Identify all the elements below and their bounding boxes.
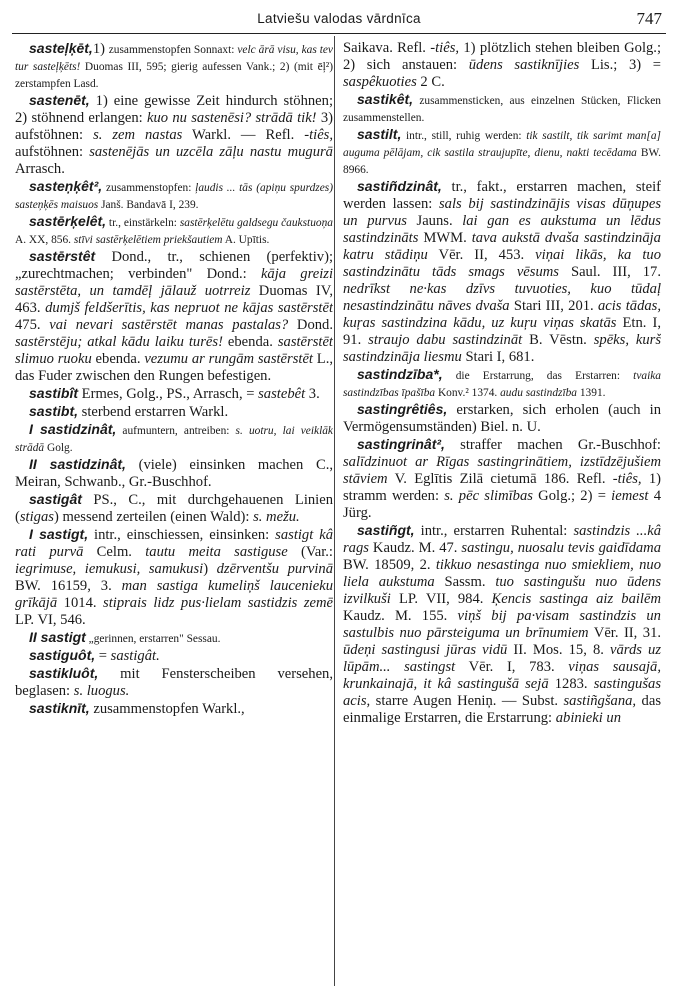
definition-text: 1) — [92, 41, 109, 57]
headword: sastiñdzinât, — [357, 178, 442, 194]
dictionary-entry — [15, 403, 333, 421]
example-text: tuo sastingušu nuo ūdens izvilkuši — [343, 574, 661, 607]
example-text: stigas — [19, 509, 54, 525]
definition-text: zusammenstopfen Warkl., — [89, 701, 245, 717]
dictionary-entry — [15, 700, 333, 718]
example-text: tvaika sastindzības īpašība — [343, 370, 661, 399]
example-text: -tiês, — [612, 471, 642, 487]
example-text: saspêkuoties — [343, 74, 417, 90]
example-text: sastērstēt slimuo ruoku — [15, 334, 333, 367]
example-text: -tiês, — [430, 40, 460, 56]
definition-text: 2 C. — [416, 74, 445, 90]
example-text: acis tādas, kuŗas sastindzina kādu, uz kuŗu viņas skatās — [343, 298, 661, 331]
example-text: lai gan es aukstuma un lēdus sastindzināts — [343, 213, 661, 246]
headword: sastiñgt, — [357, 522, 415, 538]
definition-text: die Erstarrung, das Erstarren: — [442, 370, 634, 382]
definition-text: Sassm. — [434, 574, 496, 590]
definition-text: Stari III, 201. — [509, 298, 598, 314]
headword: sastiguôt, — [29, 647, 96, 663]
header-rule — [12, 33, 666, 34]
definition-text: Ermes, Golg., PS., Arrasch, = — [78, 386, 259, 402]
dictionary-entry — [15, 456, 333, 491]
definition-text: Dond. — [288, 317, 333, 333]
definition-text: 1) stramm werden: — [343, 471, 661, 504]
left-column — [15, 40, 333, 990]
headword: sastigât — [29, 491, 82, 507]
definition-text: Vēr. II, 31. — [588, 625, 661, 641]
definition-text: Golg. — [44, 442, 73, 454]
definition-text: „gerinnen, erstarren" Sessau. — [85, 633, 221, 645]
definition-text: Warkl. — Refl. — [182, 127, 305, 143]
definition-text: ebenda. — [91, 351, 145, 367]
example-text: ūdens sastiknījies — [468, 57, 580, 73]
dictionary-entry — [15, 385, 333, 403]
example-text: s. zem nastas — [93, 127, 183, 143]
dictionary-entry — [343, 436, 661, 522]
definition-text: Saikava. Refl. — [343, 40, 431, 56]
headword: sastibît — [29, 385, 79, 401]
dictionary-entry — [343, 366, 661, 401]
example-text: sastērķelētu galdsegu čaukstuoņa — [179, 217, 333, 229]
example-text: nedrīkst ne·kas dzīvs tuvuoties, kuo tūdaļ nesastindzinātu nāves dvaša — [343, 281, 661, 314]
definition-text: Kaudz. M. 47. — [368, 540, 462, 556]
example-text: audu sastindzība — [500, 387, 578, 399]
definition-text: MWM. — [418, 230, 472, 246]
definition-text: Vēr. I, 783. — [455, 659, 569, 675]
headword: sastibt, — [29, 403, 79, 419]
headword: sastindzība*, — [357, 366, 443, 382]
definition-text: starre Augen Heniņ. — Subst. — [370, 693, 564, 709]
definition-text: BW. 16159, 3. — [15, 578, 122, 594]
example-text: ūdeņi sastingusi jūras vidū — [343, 642, 508, 658]
definition-text: Lis.; 3) = — [579, 57, 661, 73]
definition-text: sterbend erstarren Warkl. — [78, 404, 229, 420]
definition-text: Stari I, 681. — [461, 349, 535, 365]
column-divider — [334, 36, 335, 986]
definition-text: Duomas IV, 463. — [15, 283, 333, 316]
definition-text: zusammenstopfen Sonnaxt: — [108, 44, 238, 56]
example-text: velc ārā visu, kas tev tur sasteļķēts! — [15, 44, 333, 73]
example-text: stiprais lidz pus·lielam sastidzis zemē — [103, 595, 333, 611]
headword: sastērķelêt, — [29, 213, 107, 229]
definition-text: 1) eine gewisse Zeit hindurch stöhnen; 2) stöhnend erlangen: — [15, 93, 333, 126]
dictionary-entry — [15, 526, 333, 629]
definition-text: B. Vēstn. — [522, 332, 594, 348]
dictionary-entry — [15, 491, 333, 526]
page-header — [14, 8, 664, 30]
definition-text: L., das Fuder zwischen den Rungen befestigen. — [15, 351, 333, 384]
definition-text: ) messend zerteilen (einen Wald): — [53, 509, 254, 525]
definition-text: (viele) einsinken machen C., Meiran, Schwanb., Gr.-Buschhof. — [15, 457, 333, 490]
example-text: -tiês, — [304, 127, 333, 143]
headword: sastikêt, — [357, 91, 414, 107]
definition-text: 475. — [15, 317, 50, 333]
dictionary-entry — [343, 178, 661, 366]
headword: sastērstêt — [29, 248, 96, 264]
page-number: 747 — [636, 9, 662, 28]
example-text: sastingu, nuosalu tevis gaidīdama — [461, 540, 661, 556]
definition-text: Etn. I, 91. — [343, 315, 661, 348]
example-text: sastigât. — [110, 648, 160, 664]
example-text: sastiñgšana, — [563, 693, 637, 709]
dictionary-entry — [15, 92, 333, 178]
definition-text: zusammenstopfen: — [102, 182, 196, 194]
definition-text: Kaudz. M. 155. — [343, 608, 458, 624]
definition-text: 1) plötzlich stehen bleiben Golg.; 2) sich anstauen: — [343, 40, 661, 73]
example-text: dzērventšu purvinā — [216, 561, 333, 577]
definition-text: Duomas III, 595; gierig aufessen Vank.; 2) (mit ēļ²) zerstampfen Lasd. — [15, 61, 333, 90]
definition-text: BW. 18509, 2. — [343, 557, 436, 573]
definition-text: 1014. — [57, 595, 104, 611]
headword: II sastidzinât, — [29, 456, 126, 472]
dictionary-entry — [15, 40, 333, 92]
headword: II sastigt — [29, 629, 86, 645]
dictionary-entry — [343, 126, 661, 178]
headword: sastikluôt, — [29, 665, 99, 681]
example-text: vai nevari sastērstēt manas pastalas? — [49, 317, 289, 333]
example-text: abinieki un — [555, 710, 622, 726]
example-text: s. pēc slimības — [444, 488, 533, 504]
definition-text: intr., erstarren Ruhental: — [414, 523, 574, 539]
definition-text: II. Mos. 15, 8. — [507, 642, 611, 658]
definition-text: BW. 8966. — [343, 147, 661, 176]
example-text: vezumu ar rungām sastērstēt — [144, 351, 313, 367]
example-text: ļaudis ... tās (apiņu spurdzes) sasteņķēs maisuos — [15, 182, 333, 211]
example-text: s. mežu. — [253, 509, 300, 525]
example-text: kuo nu sastenēsi? strādā tik! — [147, 110, 317, 126]
example-text: dumjš feldšerītis, kas nepruot ne kājas sastērstēt — [45, 300, 333, 316]
example-text: s. uotru, lai veiklāk strādā — [15, 425, 333, 454]
example-text: sastingušas acis, — [343, 676, 661, 709]
definition-text: Konv.² 1374. — [435, 387, 501, 399]
example-text: Ķencis sastinga aiz bailēm — [491, 591, 661, 607]
definition-text: Saul. III, 17. — [558, 264, 661, 280]
definition-text: zusammensticken, aus einzelnen Stücken, Flicken zusammenstellen. — [343, 95, 661, 124]
definition-text: A. Upītis. — [222, 234, 270, 246]
definition-text: intr., still, ruhig werden: — [401, 130, 527, 142]
definition-text: Dond., tr., schienen (perfektiv); „zurechtmachen; verbinden" Dond.: — [15, 249, 333, 282]
example-text: s. luogus. — [73, 683, 130, 699]
headword: sastilt, — [357, 126, 402, 142]
headword: sasteļķēt, — [29, 40, 93, 56]
definition-text: ) — [203, 561, 217, 577]
dictionary-entry — [15, 647, 333, 665]
headword: I sastigt, — [29, 526, 89, 542]
dictionary-entry — [343, 401, 661, 436]
headword: sastingrêtiês, — [357, 401, 448, 417]
example-text: tautu meita sastiguse — [145, 544, 288, 560]
headword: sastingrinât², — [357, 436, 445, 452]
running-title: Latviešu valodas vārdnīca — [257, 11, 421, 26]
dictionary-entry — [15, 629, 333, 647]
definition-text: LP. VII, 984. — [390, 591, 492, 607]
definition-text: intr., einschiessen, einsinken: — [88, 527, 276, 543]
dictionary-entry — [343, 522, 661, 727]
definition-text: aufstöhnen: — [15, 144, 90, 160]
definition-text: mit Fensterscheiben versehen, beglasen: — [15, 666, 333, 699]
headword: sastenēt, — [29, 92, 90, 108]
example-text: salīdzinuot ar Rīgas sastingrinātiem, izstīdzējušiem stāviem — [343, 454, 661, 487]
definition-text: 1391. — [577, 387, 606, 399]
right-column — [343, 40, 661, 990]
definition-text: Janš. Bandavā I, 239. — [98, 199, 199, 211]
dictionary-entry — [343, 91, 661, 126]
definition-text: das einmalige Erstarren, die Erstarrung: — [343, 693, 661, 726]
definition-text: = — [95, 648, 111, 664]
definition-text: aufmuntern, antreiben: — [116, 425, 236, 437]
example-text: viņas sausajā, krunkainajā, it kâ sastingušā sejā — [343, 659, 661, 692]
example-text: sastērstēju; atkal kādu laiku turēs! — [15, 334, 223, 350]
definition-text: straffer machen Gr.-Buschhof: — [444, 437, 661, 453]
definition-text: ebenda. — [222, 334, 278, 350]
example-text: sastindzis ...kâ rags — [343, 523, 661, 556]
example-text: tik sastilt, tik sarimt man[a] auguma pēlājam, cik sastila straujupīte, dienu, nakti tecēdama — [343, 130, 661, 159]
dictionary-entry — [343, 40, 661, 91]
example-text: vārds uz lūpām... sastingst — [343, 642, 661, 675]
example-text: viņai likās, ka tuo sastindzinātu tāds smags vēsums — [343, 247, 661, 280]
definition-text: tr., einstärkeln: — [106, 217, 180, 229]
definition-text: tr., fakt., erstarren machen, steif werden lassen: — [343, 179, 661, 212]
definition-text: Arrasch. — [15, 161, 65, 177]
dictionary-entry — [15, 178, 333, 213]
headword: sasteņķêt², — [29, 178, 103, 194]
definition-text: PS., C., mit durchgehauenen Linien ( — [15, 492, 333, 525]
example-text: straujo dabu sastindzināt — [368, 332, 523, 348]
example-text: viņš bij pa·visam sastindzis un sastulbis nuo pārsteiguma un brīnumiem — [343, 608, 661, 641]
dictionary-entry — [15, 213, 333, 248]
example-text: sals bij sastindzinājis visas dūņupes un purvus — [343, 196, 661, 229]
dictionary-entry — [15, 248, 333, 385]
example-text: iemest — [611, 488, 649, 504]
example-text: man sastiga kumeliņš laucenieku grīkājā — [15, 578, 333, 611]
definition-text: 4 Jürg. — [343, 488, 661, 521]
definition-text: Vēr. II, 453. — [427, 247, 536, 263]
definition-text: 1283. — [548, 676, 594, 692]
headword: I sastidzinât, — [29, 421, 117, 437]
example-text: spēks, kurš sastindzināja liesmu — [343, 332, 661, 365]
definition-text: 3. — [305, 386, 320, 402]
definition-text: Jauns. — [406, 213, 463, 229]
definition-text: erstarken, sich erholen (auch in Vermögensumständen) Biel. n. U. — [343, 402, 661, 435]
dictionary-entry — [15, 421, 333, 456]
example-text: stīvi sastērķelētiem priekšautiem — [73, 234, 223, 246]
headword: sastiknīt, — [29, 700, 90, 716]
definition-text: LP. VI, 546. — [15, 612, 86, 628]
example-text: iegrimuse, iemukusi, samukusi — [15, 561, 204, 577]
definition-text: (Var.: — [287, 544, 333, 560]
example-text: sastebêt — [258, 386, 306, 402]
definition-text: Celm. — [83, 544, 146, 560]
dictionary-entry — [15, 665, 333, 700]
definition-text: V. Eglītis Zilā cietumā 186. Refl. — [387, 471, 613, 487]
example-text: tikkuo nesastinga nuo smiekliem, nuo liela aukstuma — [343, 557, 661, 590]
definition-text: 3) aufstöhnen: — [15, 110, 333, 143]
example-text: sastigt kâ rati purvā — [15, 527, 333, 560]
example-text: kāja greizi sastērstēta, un tamdēļ jālauž uotrreiz — [15, 266, 333, 299]
example-text: tava aukstā dvaša sastindzināja katru stādiņu — [343, 230, 661, 263]
example-text: sastenējās un uzcēla zāļu nastu mugurā — [89, 144, 333, 160]
definition-text: Golg.; 2) = — [532, 488, 612, 504]
definition-text: A. XX, 856. — [15, 234, 74, 246]
